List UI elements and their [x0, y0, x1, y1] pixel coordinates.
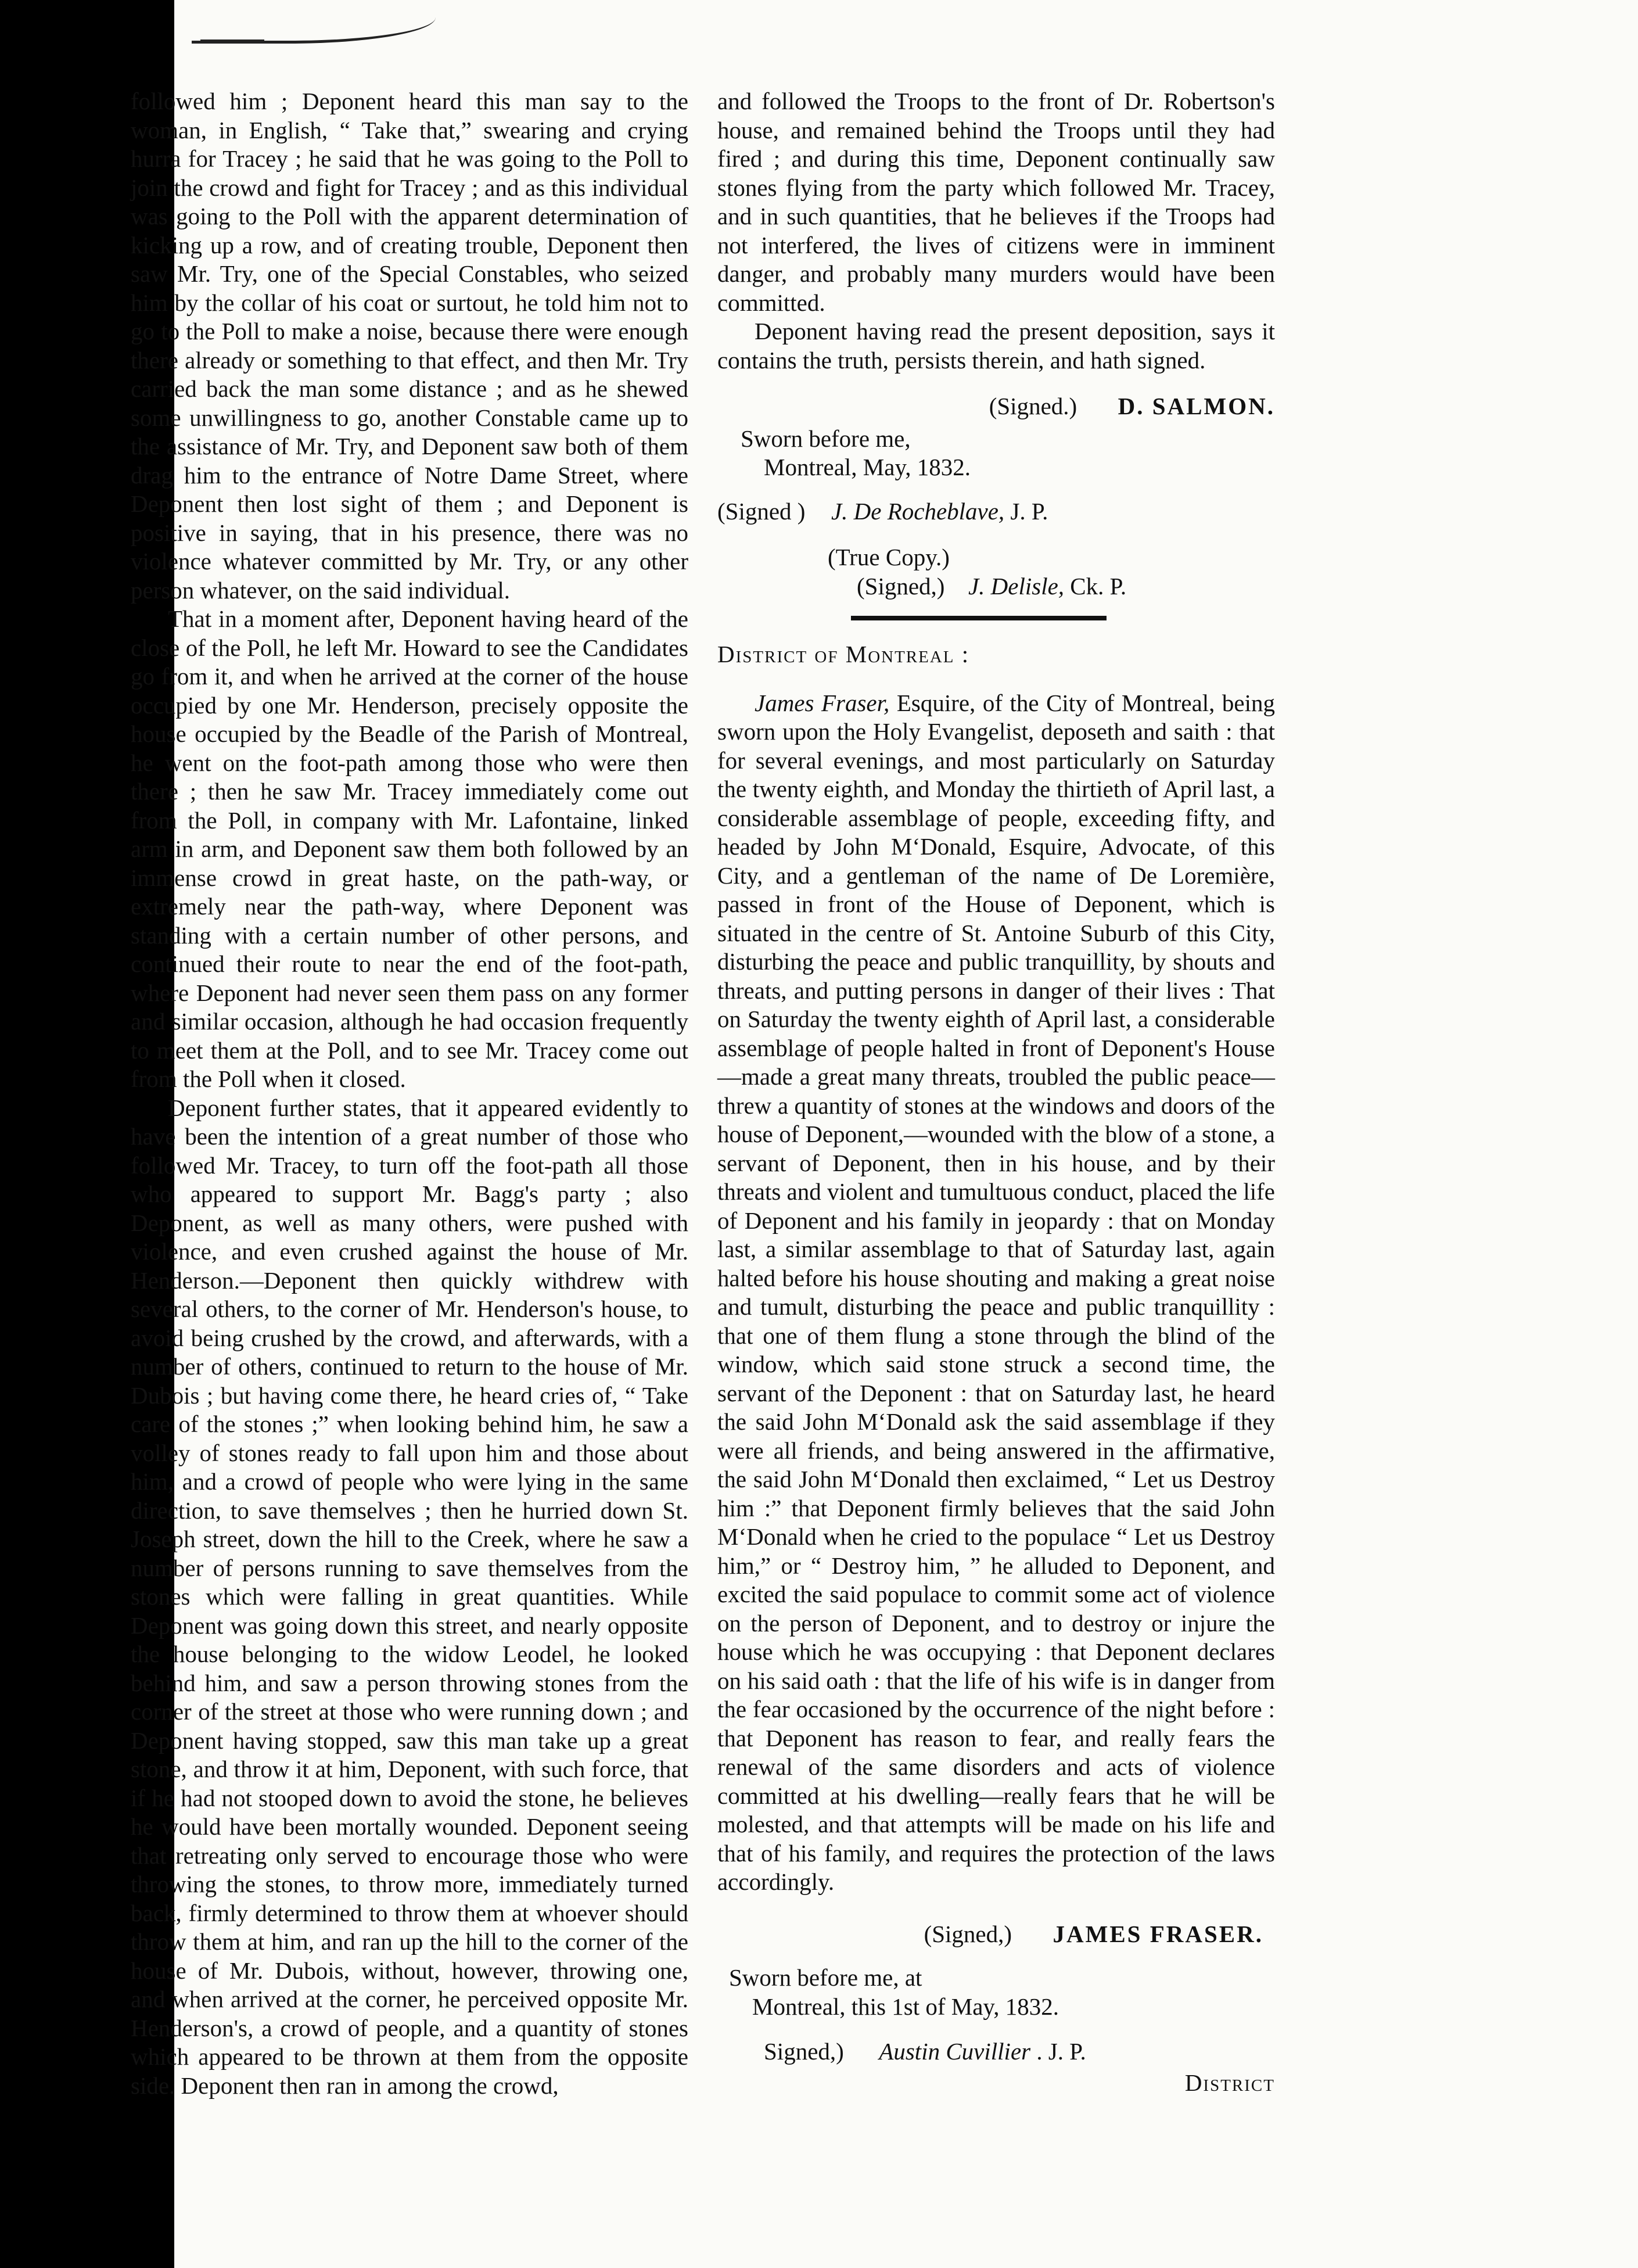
jp-label: Signed,): [764, 2038, 844, 2065]
left-paragraph-2: That in a moment after, Deponent having heard of the close of the Poll, he left Mr. Howard to see the Candidates go from it, and when he arrived at the corner of the house occupied by one Mr. Henderson, precisely opposite the house occupied by the Beadle of the Parish of Montreal, he went on the foot-path among those who were then there ; then he saw Mr. Tracey immediately come out from the Poll, in company with Mr. Lafontaine, linked arm in arm, and Deponent saw them both followed by an immense crowd in great haste, on the path-way, or extremely near the path-way, where Deponent was standing with a certain number of other persons, and continued their route to near the end of the foot-path, where Deponent had never seen them pass on any former and similar occasion, although he had occasion frequently to meet them at the Poll, and to see Mr. Tracey come out from the Poll when it closed.: [131, 605, 688, 1092]
jp-name: Austin Cuvillier: [879, 2038, 1031, 2065]
district-heading: District of Montreal :: [717, 641, 970, 668]
catchword: District: [1184, 2069, 1275, 2096]
clerk-name: J. Delisle,: [968, 572, 1065, 600]
signature-fraser: [717, 1920, 1263, 1949]
left-column: [131, 87, 688, 2100]
right-paragraph-2: Deponent having read the present deposition, says it contains the truth, persists therein, and hath signed.: [717, 318, 1275, 374]
right-paragraph-1: and followed the Troops to the front of Dr. Robertson's house, and remained behind the Troops until they had fired ; and during this time, Deponent continually saw stones flying from the party which followed Mr. Tracey, and in such quantities, that he believes if the Troops had not interfered, the lives of citizens were in imminent danger, and probably many murders would have been committed.: [717, 88, 1275, 316]
page-edge-dash: [200, 40, 264, 42]
true-copy: (True Copy.): [828, 544, 950, 570]
left-paragraph-3: Deponent further states, that it appeared evidently to have been the intention of a great number of those who followed Mr. Tracey, to turn off the foot-path all those who appeared to support Mr. Bagg's party ; also Deponent, as well as many others, were pushed with violence, and even crushed against the house of Mr. Henderson.—Deponent then quickly withdrew with several others, to the corner of Mr. Henderson's house, to avoid being crushed by the crowd, and afterwards, with a number of others, continued to return to the house of Mr. Dubois ; but having come there, he heard cries of, “ Take care of the stones ;” when looking behind him, he saw a volley of stones ready to fall upon him and those about him, and a crowd of people who were lying in the same direction, to save themselves ; then he hurried down St. Joseph street, down the hill to the Creek, where he saw a number of persons running to save themselves from the stones which were falling in great quantities. While Deponent was going down this street, and nearly opposite the house belonging to the widow Leodel, he looked behind him, and saw a person throwing stones from the corner of the street at those who were running down ; and Deponent having stopped, saw this man take up a great stone, and throw it at him, Deponent, with such force, that if he had not stooped down to avoid the stone, he believes he would have been mortally wounded. Deponent seeing that retreating only served to encourage those who were throwing the stones, to throw more, immediately turned back, firmly determined to throw them at whoever should throw them at him, and ran up the hill to the corner of the house of Mr. Dubois, without, however, throwing one, and when arrived at the corner, he perceived opposite Mr. Henderson's, a crowd of people, and a quantity of stones which appeared to be thrown at them from the opposite side. Deponent then ran in among the crowd,: [131, 1094, 688, 2099]
clerk-signature: [857, 572, 1275, 601]
signature-salmon: [717, 392, 1275, 421]
sworn-place-date: Montreal, this 1st of May, 1832.: [752, 1993, 1059, 2020]
jp-label: (Signed ): [717, 497, 806, 525]
jp-name: J. De Rocheblave,: [831, 497, 1005, 525]
sworn-place-date: Montreal, May, 1832.: [764, 454, 971, 480]
right-column: [717, 87, 1275, 2097]
left-paragraph-1: followed him ; Deponent heard this man say to the woman, in English, “ Take that,” swearing and crying hurra for Tracey ; he said that he was going to the Poll to join the crowd and fight for Tracey ; and as this individual was going to the Poll with the apparent determination of kicking up a row, and of creating trouble, Deponent then saw Mr. Try, one of the Special Constables, who seized him by the collar of his coat or surtout, he told him not to go to the Poll to make a noise, because there were enough there already or something to that effect, and then Mr. Try carried back the man some distance ; and as he shewed some unwillingness to go, another Constable came up to the assistance of Mr. Try, and Deponent saw both of them drag him to the entrance of Notre Dame Street, where Deponent then lost sight of them ; and Deponent is positive in saying, that in his presence, there was no violence whatever committed by Mr. Try, or any other person whatever, on the said individual.: [131, 88, 688, 604]
sworn-line: Sworn before me, at: [729, 1964, 922, 1991]
deponent-name: James Fraser,: [755, 689, 890, 716]
jp-title: J. P.: [1010, 497, 1048, 525]
jp-signature-2: [764, 2037, 1275, 2066]
jp-title: . J. P.: [1036, 2038, 1086, 2065]
signature-name: D. SALMON.: [1118, 393, 1275, 419]
signature-label: (Signed.): [989, 393, 1077, 419]
deposition-text: Esquire, of the City of Montreal, being sworn upon the Holy Evangelist, deposeth and saith : that for several evenings, and most particularly on Saturday the twenty eighth, and Monday the thirtieth of April last, a considerable assemblage of people, exceeding fifty, and headed by John M‘Donald, Esquire, Advocate, of this City, and a gentleman of the name of De Loremière, passed in front of the House of Deponent, which is situated in the centre of St. Antoine Suburb of this City, disturbing the peace and public tranquillity, by shouts and threats, and putting persons in danger of their lives : That on Saturday the twenty eighth of April last, a considerable assemblage of people halted in front of Deponent's House—made a great many threats, troubled the public peace—threw a quantity of stones at the windows and doors of the house of Deponent,—wounded with the blow of a stone, a servant of Deponent, then in his house, and by their threats and violent and tumultuous conduct, placed the life of Deponent and his family in jeopardy : that on Monday last, a similar assemblage to that of Saturday last, again halted before his house shouting and making a great noise and tumult, disturbing the peace and public tranquillity : that one of them flung a stone through the blind of the window, which said stone struck a second time, the servant of the Deponent : that on Saturday last, he heard the said John M‘Donald ask the said assemblage if they were all friends, and being answered in the affirmative, the said John M‘Donald then exclaimed, “ Let us Destroy him :” that Deponent firmly believes that the said John M‘Donald when he cried to the populace “ Let us Destroy him,” or “ Destroy him, ” he alluded to Deponent, and excited the said populace to commit some act of violence on the person of Deponent, and to destroy or injure the house which he was occupying : that Deponent declares on his said oath : that the life of his wife is in danger from the fear occasioned by the occurrence of the night before : that Deponent has reason to fear, and really fears the renewal of the same disorders and acts of violence committed at his dwelling—really fears that he will be molested, and that attempts will be made on his life and that of his family, and requires the protection of the laws accordingly.: [717, 689, 1276, 1895]
sworn-block-1: [741, 425, 1275, 482]
clerk-title: Ck. P.: [1070, 572, 1127, 600]
signature-name: JAMES FRASER.: [1053, 1920, 1263, 1947]
sworn-block-2: [729, 1964, 1275, 2021]
jp-signature-1: [717, 497, 1275, 526]
section-divider: [851, 616, 1107, 620]
sworn-line: Sworn before me,: [741, 425, 911, 452]
signature-label: (Signed,): [924, 1920, 1012, 1947]
fraser-deposition: [717, 689, 1275, 1897]
clerk-label: (Signed,): [857, 572, 945, 600]
